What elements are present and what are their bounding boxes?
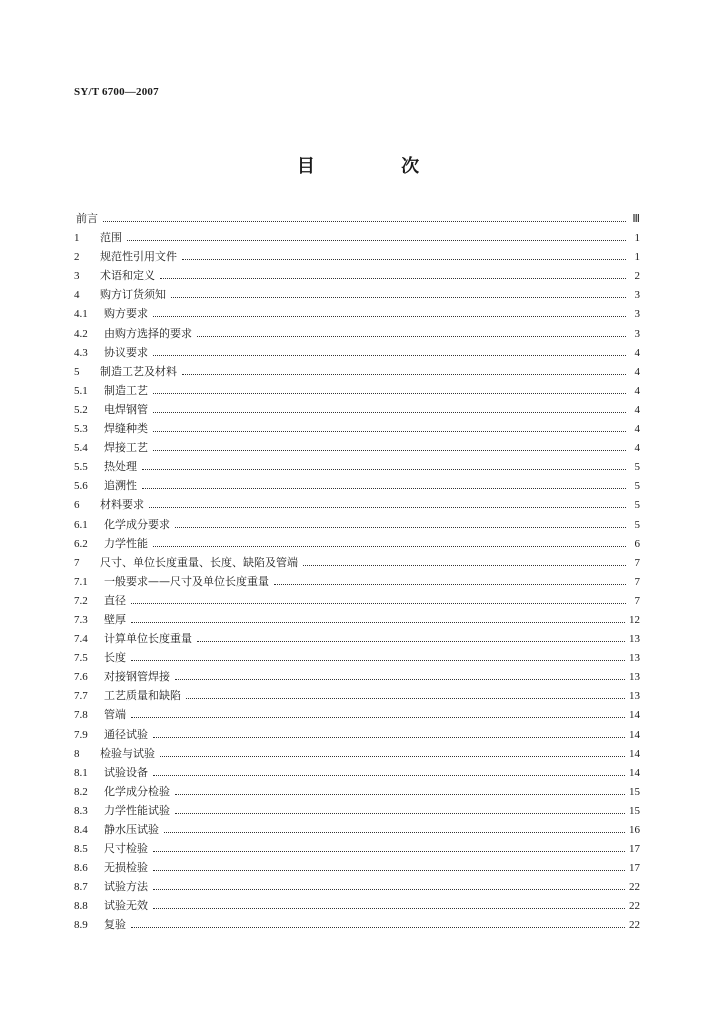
toc-entry-number: 3 bbox=[74, 270, 80, 283]
toc-entry[interactable] bbox=[74, 325, 640, 344]
dot-leader bbox=[153, 869, 625, 871]
toc-entry[interactable] bbox=[74, 229, 640, 248]
toc-entry[interactable] bbox=[74, 802, 640, 821]
toc-entry[interactable] bbox=[74, 859, 640, 878]
toc-entry[interactable] bbox=[74, 496, 640, 515]
dot-leader bbox=[131, 716, 625, 718]
toc-entry-title: 力学性能 bbox=[104, 536, 148, 550]
dot-leader bbox=[153, 430, 626, 432]
toc-entry-title: 术语和定义 bbox=[100, 269, 155, 283]
dot-leader bbox=[153, 354, 626, 356]
toc-entry[interactable] bbox=[74, 668, 640, 687]
dot-leader bbox=[175, 678, 625, 680]
dot-leader bbox=[153, 411, 626, 413]
toc-entry-number: 5.5 bbox=[74, 461, 88, 474]
dot-leader bbox=[171, 296, 626, 298]
toc-entry-page-number: 1 bbox=[634, 232, 640, 245]
dot-leader bbox=[103, 220, 626, 222]
toc-entry-title: 材料要求 bbox=[100, 498, 144, 512]
toc-entry-title: 热处理 bbox=[104, 460, 137, 474]
toc-entry-number: 8.3 bbox=[74, 804, 88, 817]
dot-leader bbox=[153, 392, 626, 394]
toc-entry-title: 规范性引用文件 bbox=[100, 250, 177, 264]
dot-leader bbox=[303, 564, 626, 566]
toc-entry-title: 复验 bbox=[104, 918, 126, 932]
toc-entry-number: 7.9 bbox=[74, 728, 88, 741]
dot-leader bbox=[153, 774, 625, 776]
dot-leader bbox=[131, 602, 626, 604]
dot-leader bbox=[175, 793, 625, 795]
toc-entry[interactable] bbox=[74, 458, 640, 477]
toc-entry-page-number: 13 bbox=[629, 671, 640, 684]
toc-entry-page-number: 3 bbox=[634, 289, 640, 302]
toc-entry-page-number: 4 bbox=[634, 384, 640, 397]
toc-entry-page-number: 14 bbox=[629, 709, 640, 722]
toc-entry-page-number: 13 bbox=[629, 633, 640, 646]
toc-entry-title: 尺寸、单位长度重量、长度、缺陷及管端 bbox=[100, 555, 298, 569]
toc-entry-number: 5.4 bbox=[74, 442, 88, 455]
toc-entry-title: 管端 bbox=[104, 708, 126, 722]
dot-leader bbox=[153, 907, 625, 909]
toc-entry[interactable] bbox=[74, 706, 640, 725]
toc-entry[interactable] bbox=[74, 248, 640, 267]
toc-entry[interactable] bbox=[74, 286, 640, 305]
toc-entry-title: 直径 bbox=[104, 593, 126, 607]
toc-entry-page-number: 7 bbox=[634, 594, 640, 607]
toc-entry-number: 7.7 bbox=[74, 690, 88, 703]
toc-entry-page-number: 5 bbox=[634, 499, 640, 512]
toc-entry-number: 4 bbox=[74, 289, 80, 302]
toc-entry-number: 8.5 bbox=[74, 843, 88, 856]
toc-entry-number: 1 bbox=[74, 232, 80, 245]
toc-entry[interactable] bbox=[74, 305, 640, 324]
dot-leader bbox=[131, 621, 625, 623]
toc-entry[interactable] bbox=[74, 687, 640, 706]
dot-leader bbox=[131, 926, 625, 928]
toc-entry-title: 检验与试验 bbox=[100, 746, 155, 760]
toc-entry-page-number: 12 bbox=[629, 613, 640, 626]
toc-entry[interactable] bbox=[74, 382, 640, 401]
toc-entry-page-number: 16 bbox=[629, 824, 640, 836]
toc-entry-page-number: 22 bbox=[629, 881, 640, 894]
toc-entry-number: 6.2 bbox=[74, 537, 88, 550]
toc-entry-title: 焊接工艺 bbox=[104, 441, 148, 455]
toc-entry-title: 焊缝种类 bbox=[104, 422, 148, 436]
toc-entry[interactable] bbox=[74, 267, 640, 286]
toc-entry[interactable] bbox=[74, 649, 640, 668]
dot-leader bbox=[186, 697, 625, 699]
toc-entry-title: 试验方法 bbox=[104, 880, 148, 894]
toc-entry[interactable] bbox=[74, 611, 640, 630]
table-of-contents bbox=[74, 210, 640, 936]
toc-entry-page-number: 14 bbox=[629, 766, 640, 779]
toc-entry-page-number: 14 bbox=[629, 747, 640, 760]
toc-entry-title: 长度 bbox=[104, 651, 126, 665]
toc-entry-number: 7.2 bbox=[74, 594, 88, 607]
toc-entry[interactable] bbox=[74, 573, 640, 592]
toc-entry-title: 静水压试验 bbox=[104, 823, 159, 836]
dot-leader bbox=[197, 335, 626, 337]
toc-entry-number: 4.3 bbox=[74, 346, 88, 359]
toc-entry-number: 5.1 bbox=[74, 384, 88, 397]
dot-leader bbox=[153, 850, 625, 852]
dot-leader bbox=[182, 258, 626, 260]
dot-leader bbox=[127, 239, 626, 241]
toc-entry[interactable] bbox=[74, 916, 640, 935]
toc-entry[interactable] bbox=[74, 363, 640, 382]
dot-leader bbox=[175, 812, 625, 814]
dot-leader bbox=[153, 449, 626, 451]
toc-entry[interactable] bbox=[74, 897, 640, 916]
toc-entry-number: 4.1 bbox=[74, 308, 88, 321]
toc-entry-number: 8.6 bbox=[74, 862, 88, 875]
toc-entry-number: 5.2 bbox=[74, 403, 88, 416]
toc-entry-number: 7.8 bbox=[74, 709, 88, 722]
toc-entry-number: 8.7 bbox=[74, 881, 88, 894]
toc-entry-title: 范围 bbox=[100, 231, 122, 245]
toc-entry-title: 电焊钢管 bbox=[104, 402, 148, 416]
toc-entry-page-number: 15 bbox=[629, 804, 640, 817]
dot-leader bbox=[153, 888, 625, 890]
dot-leader bbox=[160, 277, 626, 279]
toc-entry[interactable] bbox=[74, 783, 640, 802]
toc-entry-number: 5.6 bbox=[74, 480, 88, 493]
toc-entry[interactable] bbox=[74, 840, 640, 859]
toc-entry-page-number: 7 bbox=[634, 575, 640, 588]
toc-entry-title: 追溯性 bbox=[104, 479, 137, 493]
toc-entry-page-number: 4 bbox=[634, 423, 640, 436]
toc-entry[interactable] bbox=[74, 420, 640, 439]
toc-entry-page-number: 4 bbox=[634, 442, 640, 455]
toc-entry-page-number: 5 bbox=[634, 518, 640, 531]
toc-entry[interactable] bbox=[74, 516, 640, 535]
toc-entry[interactable] bbox=[74, 821, 640, 840]
toc-entry-page-number: 5 bbox=[634, 480, 640, 493]
toc-entry[interactable] bbox=[74, 630, 640, 649]
toc-entry-page-number: 2 bbox=[634, 270, 640, 283]
toc-entry-title: 通径试验 bbox=[104, 727, 148, 741]
toc-entry-title: 尺寸检验 bbox=[104, 842, 148, 856]
document-code: SY/T 6700—2007 bbox=[74, 86, 159, 98]
toc-entry-page-number: 3 bbox=[634, 308, 640, 321]
toc-entry-number: 8.2 bbox=[74, 785, 88, 798]
toc-entry-page-number: 5 bbox=[634, 461, 640, 474]
toc-entry-title: 一般要求——尺寸及单位长度重量 bbox=[104, 574, 269, 588]
toc-entry-title: 工艺质量和缺陷 bbox=[104, 689, 181, 703]
toc-entry-page-number: Ⅲ bbox=[632, 213, 640, 225]
toc-entry-title: 由购方选择的要求 bbox=[104, 326, 192, 340]
toc-entry-number: 8.9 bbox=[74, 919, 88, 932]
toc-entry-page-number: 4 bbox=[634, 346, 640, 359]
toc-entry-number: 5 bbox=[74, 365, 80, 378]
toc-entry[interactable] bbox=[74, 439, 640, 458]
toc-entry-page-number: 13 bbox=[629, 652, 640, 665]
dot-leader bbox=[153, 545, 626, 547]
toc-entry-page-number: 13 bbox=[629, 690, 640, 703]
dot-leader bbox=[197, 640, 625, 642]
toc-entry-page-number: 4 bbox=[634, 403, 640, 416]
toc-entry[interactable] bbox=[74, 592, 640, 611]
toc-entry-title: 制造工艺 bbox=[104, 383, 148, 397]
dot-leader bbox=[175, 526, 626, 528]
dot-leader bbox=[153, 736, 625, 738]
toc-entry-title: 制造工艺及材料 bbox=[100, 364, 177, 378]
toc-entry-title: 前言 bbox=[76, 212, 98, 225]
toc-entry-number: 4.2 bbox=[74, 327, 88, 340]
toc-entry-number: 6 bbox=[74, 499, 80, 512]
toc-entry[interactable] bbox=[74, 344, 640, 363]
page-title: 目 次 bbox=[296, 156, 460, 177]
toc-entry-page-number: 17 bbox=[629, 843, 640, 856]
toc-entry-number: 8 bbox=[74, 747, 80, 760]
toc-entry-number: 2 bbox=[74, 251, 80, 264]
toc-entry-number: 7.5 bbox=[74, 652, 88, 665]
dot-leader bbox=[131, 659, 625, 661]
toc-entry-title: 购方订货须知 bbox=[100, 288, 166, 302]
toc-entry[interactable] bbox=[74, 764, 640, 783]
toc-entry-title: 无损检验 bbox=[104, 861, 148, 875]
toc-entry-title: 试验设备 bbox=[104, 765, 148, 779]
toc-entry-page-number: 6 bbox=[634, 537, 640, 550]
toc-entry-number: 7.4 bbox=[74, 633, 88, 646]
toc-entry-number: 8.4 bbox=[74, 824, 88, 836]
toc-entry[interactable] bbox=[74, 726, 640, 745]
toc-entry[interactable] bbox=[74, 535, 640, 554]
dot-leader bbox=[164, 831, 625, 833]
toc-entry-page-number: 17 bbox=[629, 862, 640, 875]
toc-entry-number: 7.1 bbox=[74, 575, 88, 588]
toc-entry-page-number: 3 bbox=[634, 327, 640, 340]
dot-leader bbox=[142, 468, 626, 470]
toc-entry-title: 协议要求 bbox=[104, 345, 148, 359]
toc-entry[interactable] bbox=[74, 745, 640, 764]
toc-entry[interactable] bbox=[74, 210, 640, 229]
toc-entry-title: 力学性能试验 bbox=[104, 803, 170, 817]
toc-entry[interactable] bbox=[74, 554, 640, 573]
toc-entry-title: 化学成分要求 bbox=[104, 517, 170, 531]
toc-entry-title: 化学成分检验 bbox=[104, 784, 170, 798]
toc-entry[interactable] bbox=[74, 878, 640, 897]
toc-entry[interactable] bbox=[74, 401, 640, 420]
dot-leader bbox=[153, 315, 626, 317]
dot-leader bbox=[274, 583, 626, 585]
dot-leader bbox=[160, 755, 625, 757]
toc-entry-page-number: 15 bbox=[629, 785, 640, 798]
toc-entry-title: 试验无效 bbox=[104, 899, 148, 913]
dot-leader bbox=[182, 373, 626, 375]
toc-entry-page-number: 4 bbox=[634, 365, 640, 378]
toc-entry-title: 计算单位长度重量 bbox=[104, 632, 192, 646]
toc-entry-number: 5.3 bbox=[74, 423, 88, 436]
toc-entry-title: 壁厚 bbox=[104, 612, 126, 626]
toc-entry-title: 对接钢管焊接 bbox=[104, 670, 170, 684]
toc-entry-number: 7.6 bbox=[74, 671, 88, 684]
toc-entry[interactable] bbox=[74, 477, 640, 496]
toc-entry-page-number: 22 bbox=[629, 900, 640, 913]
toc-entry-page-number: 14 bbox=[629, 728, 640, 741]
toc-entry-page-number: 22 bbox=[629, 919, 640, 932]
dot-leader bbox=[142, 487, 626, 489]
toc-entry-title: 购方要求 bbox=[104, 307, 148, 321]
toc-entry-page-number: 7 bbox=[634, 556, 640, 569]
toc-entry-number: 8.1 bbox=[74, 766, 88, 779]
dot-leader bbox=[149, 506, 626, 508]
toc-entry-number: 6.1 bbox=[74, 518, 88, 531]
toc-entry-page-number: 1 bbox=[634, 251, 640, 264]
toc-entry-number: 8.8 bbox=[74, 900, 88, 913]
toc-entry-number: 7 bbox=[74, 556, 80, 569]
toc-entry-number: 7.3 bbox=[74, 613, 88, 626]
